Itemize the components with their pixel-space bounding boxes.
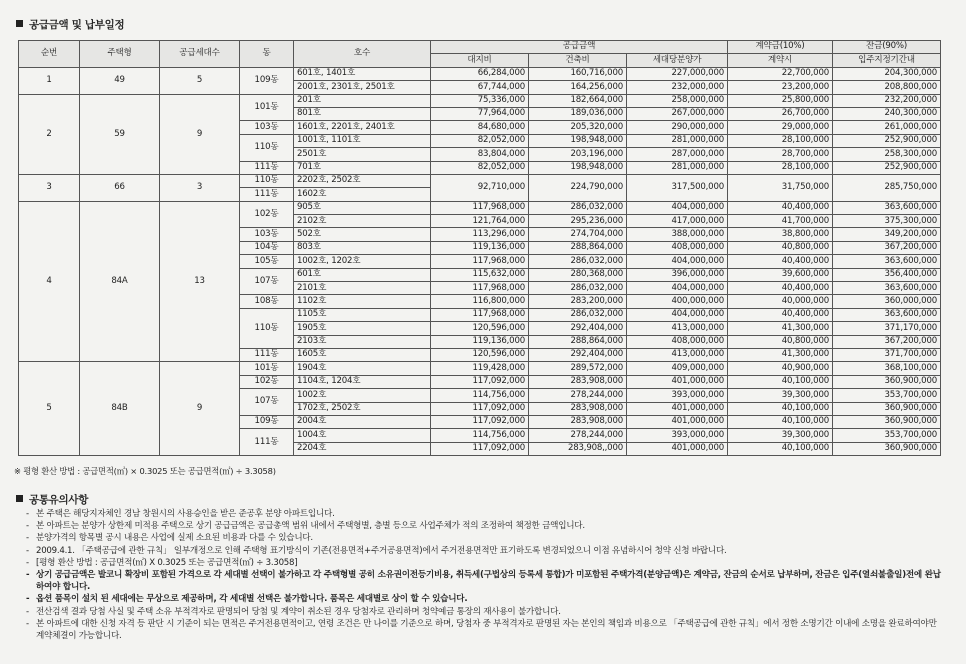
note-item: - 상기 공급금액은 발코니 확장비 포함된 가격으로 각 세대별 선택이 불가하고 각 주택형별 공히 소유권이전등기비용, 취득세(구법상의 등록세 통합)가 미포함된 주택가격(분양금액)은 계약금, 잔금의 순서로 납부하며, 잔금은 입주(열쇠불출일)전에 완납하여야 합니다. xyxy=(26,569,946,593)
cell-total: 404,000,000 xyxy=(627,308,728,321)
cell-total: 396,000,000 xyxy=(627,268,728,281)
cell-ho: 601호, 1401호 xyxy=(294,67,431,80)
cell-contract: 39,300,000 xyxy=(728,429,833,442)
cell-land: 113,296,000 xyxy=(431,228,529,241)
cell-building: 286,032,000 xyxy=(529,255,627,268)
cell-building: 280,368,000 xyxy=(529,268,627,281)
cell-land: 119,136,000 xyxy=(431,335,529,348)
cell-building: 189,036,000 xyxy=(529,107,627,120)
cell-ho: 1601호, 2201호, 2401호 xyxy=(294,121,431,134)
cell-balance: 360,900,000 xyxy=(833,415,941,428)
cell-land: 84,680,000 xyxy=(431,121,529,134)
cell-dong: 101동 xyxy=(240,362,294,375)
cell-total: 401,000,000 xyxy=(627,402,728,415)
cell-land: 115,632,000 xyxy=(431,268,529,281)
table-row xyxy=(19,67,941,80)
cell-contract: 41,700,000 xyxy=(728,215,833,228)
cell-dong: 102동 xyxy=(240,375,294,388)
cell-balance: 240,300,000 xyxy=(833,107,941,120)
cell-total: 393,000,000 xyxy=(627,429,728,442)
cell-balance: 360,900,000 xyxy=(833,375,941,388)
section-title-text: 공급금액 및 납부일정 xyxy=(29,19,125,31)
cell-type: 59 xyxy=(80,94,160,174)
section-title-text: 공통유의사항 xyxy=(29,494,89,506)
note-item: - 2009.4.1. 「주택공급에 관한 규칙」 일부개정으로 인해 주택형 표기방식이 기존(전용면적+주거공용면적)에서 주거전용면적만 표기하도록 변경되었으니 이점 유념하시어 청약 신청 바랍니다. xyxy=(26,545,946,557)
cell-balance: 360,900,000 xyxy=(833,402,941,415)
cell-land: 120,596,000 xyxy=(431,322,529,335)
cell-dong: 103동 xyxy=(240,228,294,241)
cell-ho: 502호 xyxy=(294,228,431,241)
cell-building: 203,196,000 xyxy=(529,148,627,161)
cell-dong: 109동 xyxy=(240,67,294,94)
cell-type: 66 xyxy=(80,174,160,201)
cell-balance: 363,600,000 xyxy=(833,255,941,268)
cell-no: 3 xyxy=(19,174,80,201)
cell-land: 66,284,000 xyxy=(431,67,529,80)
cell-building: 288,864,000 xyxy=(529,241,627,254)
supply-price-table xyxy=(18,40,941,456)
cell-building: 295,236,000 xyxy=(529,215,627,228)
cell-building: 286,032,000 xyxy=(529,308,627,321)
cell-ho: 1105호 xyxy=(294,308,431,321)
cell-balance: 375,300,000 xyxy=(833,215,941,228)
cell-ho: 801호 xyxy=(294,107,431,120)
cell-contract: 40,400,000 xyxy=(728,282,833,295)
cell-land: 117,092,000 xyxy=(431,442,529,455)
cell-balance: 252,900,000 xyxy=(833,161,941,174)
cell-balance: 363,600,000 xyxy=(833,282,941,295)
cell-balance: 368,100,000 xyxy=(833,362,941,375)
cell-building: 288,864,000 xyxy=(529,335,627,348)
cell-count: 5 xyxy=(160,67,240,94)
cell-total: 388,000,000 xyxy=(627,228,728,241)
cell-ho: 1002호 xyxy=(294,389,431,402)
cell-total: 409,000,000 xyxy=(627,362,728,375)
cell-building: 205,320,000 xyxy=(529,121,627,134)
cell-contract: 40,800,000 xyxy=(728,241,833,254)
cell-ho: 1905호 xyxy=(294,322,431,335)
cell-balance: 367,200,000 xyxy=(833,241,941,254)
cell-total: 408,000,000 xyxy=(627,241,728,254)
square-bullet-icon xyxy=(16,20,23,27)
note-item: - [평형 환산 방법 : 공급면적(㎡) X 0.3025 또는 공급면적(㎡) ÷ 3.3058] xyxy=(26,557,946,569)
cell-balance: 349,200,000 xyxy=(833,228,941,241)
cell-land: 116,800,000 xyxy=(431,295,529,308)
cell-balance: 353,700,000 xyxy=(833,389,941,402)
cell-building: 182,664,000 xyxy=(529,94,627,107)
cell-contract: 40,100,000 xyxy=(728,402,833,415)
cell-ho: 2501호 xyxy=(294,148,431,161)
cell-contract: 38,800,000 xyxy=(728,228,833,241)
cell-total: 227,000,000 xyxy=(627,67,728,80)
cell-balance: 363,600,000 xyxy=(833,201,941,214)
header-dong: 동 xyxy=(240,41,294,68)
cell-land: 77,964,000 xyxy=(431,107,529,120)
cell-balance: 208,800,000 xyxy=(833,81,941,94)
cell-land: 119,428,000 xyxy=(431,362,529,375)
cell-type: 84B xyxy=(80,362,160,456)
cell-building: 286,032,000 xyxy=(529,201,627,214)
cell-ho: 1904호 xyxy=(294,362,431,375)
cell-total: 401,000,000 xyxy=(627,375,728,388)
table-row xyxy=(19,362,941,375)
cell-total: 413,000,000 xyxy=(627,348,728,361)
cell-building: 198,948,000 xyxy=(529,134,627,147)
cell-dong: 110동 xyxy=(240,174,294,187)
table-header xyxy=(19,41,941,68)
cell-total: 417,000,000 xyxy=(627,215,728,228)
cell-ho: 201호 xyxy=(294,94,431,107)
note-item: - 본 아파트는 분양가 상한제 미적용 주택으로 상기 공급금액은 공급총액 범위 내에서 주택형별, 층별 등으로 사업주체가 적의 조정하여 책정한 금액입니다. xyxy=(26,520,946,532)
cell-ho: 905호 xyxy=(294,201,431,214)
cell-contract: 40,400,000 xyxy=(728,308,833,321)
area-conversion-footnote: ※ 평형 환산 방법 : 공급면적(㎡) × 0.3025 또는 공급면적(㎡) ÷ 3.3058) xyxy=(14,466,276,476)
cell-contract: 39,300,000 xyxy=(728,389,833,402)
cell-total: 404,000,000 xyxy=(627,255,728,268)
cell-ho: 1602호 xyxy=(294,188,431,201)
cell-building: 274,704,000 xyxy=(529,228,627,241)
cell-land: 67,744,000 xyxy=(431,81,529,94)
cell-contract: 40,100,000 xyxy=(728,375,833,388)
cell-ho: 2101호 xyxy=(294,282,431,295)
cell-total: 258,000,000 xyxy=(627,94,728,107)
cell-ho: 2004호 xyxy=(294,415,431,428)
cell-contract: 22,700,000 xyxy=(728,67,833,80)
cell-land: 119,136,000 xyxy=(431,241,529,254)
cell-contract: 40,400,000 xyxy=(728,255,833,268)
cell-building: 283,908,000 xyxy=(529,402,627,415)
cell-contract: 28,700,000 xyxy=(728,148,833,161)
cell-land: 75,336,000 xyxy=(431,94,529,107)
table-body xyxy=(19,67,941,455)
cell-contract: 25,800,000 xyxy=(728,94,833,107)
cell-no: 2 xyxy=(19,94,80,174)
cell-building: 164,256,000 xyxy=(529,81,627,94)
table-row xyxy=(19,201,941,214)
cell-balance: 353,700,000 xyxy=(833,429,941,442)
cell-dong: 107동 xyxy=(240,268,294,295)
cell-dong: 111동 xyxy=(240,161,294,174)
cell-land: 117,968,000 xyxy=(431,255,529,268)
cell-ho: 1001호, 1101호 xyxy=(294,134,431,147)
cell-no: 4 xyxy=(19,201,80,362)
cell-contract: 23,200,000 xyxy=(728,81,833,94)
cell-land: 117,092,000 xyxy=(431,415,529,428)
cell-dong: 105동 xyxy=(240,255,294,268)
note-item: - 전산검색 결과 당첨 사실 및 주택 소유 부적격자로 판명되어 당첨 및 계약이 취소된 경우 당첨자로 관리하며 청약예금 통장의 재사용이 불가합니다. xyxy=(26,606,946,618)
cell-land: 82,052,000 xyxy=(431,134,529,147)
cell-ho: 1002호, 1202호 xyxy=(294,255,431,268)
cell-total: 287,000,000 xyxy=(627,148,728,161)
cell-dong: 102동 xyxy=(240,201,294,228)
cell-no: 1 xyxy=(19,67,80,94)
cell-ho: 1702호, 2502호 xyxy=(294,402,431,415)
header-ho: 호수 xyxy=(294,41,431,68)
cell-building: 198,948,000 xyxy=(529,161,627,174)
cell-building: 283,908,000 xyxy=(529,415,627,428)
cell-total: 413,000,000 xyxy=(627,322,728,335)
header-balance-sub: 입주지정기간내 xyxy=(833,54,941,67)
cell-ho: 1102호 xyxy=(294,295,431,308)
cell-building: 292,404,000 xyxy=(529,348,627,361)
cell-balance: 232,200,000 xyxy=(833,94,941,107)
cell-total: 401,000,000 xyxy=(627,415,728,428)
header-balance: 잔금(90%) xyxy=(833,41,941,54)
cell-total: 400,000,000 xyxy=(627,295,728,308)
cell-land: 92,710,000 xyxy=(431,174,529,201)
cell-ho: 1605호 xyxy=(294,348,431,361)
cell-building: 289,572,000 xyxy=(529,362,627,375)
cell-land: 82,052,000 xyxy=(431,161,529,174)
cell-total: 401,000,000 xyxy=(627,442,728,455)
cell-dong: 104동 xyxy=(240,241,294,254)
cell-total: 281,000,000 xyxy=(627,134,728,147)
cell-balance: 360,000,000 xyxy=(833,295,941,308)
square-bullet-icon xyxy=(16,495,23,502)
cell-ho: 2204호 xyxy=(294,442,431,455)
cell-count: 3 xyxy=(160,174,240,201)
cell-contract: 40,000,000 xyxy=(728,295,833,308)
header-total: 세대당분양가 xyxy=(627,54,728,67)
cell-ho: 2001호, 2301호, 2501호 xyxy=(294,81,431,94)
section-title-notes xyxy=(16,492,88,507)
cell-land: 120,596,000 xyxy=(431,348,529,361)
cell-building: 283,908,000 xyxy=(529,375,627,388)
cell-ho: 2103호 xyxy=(294,335,431,348)
cell-total: 404,000,000 xyxy=(627,201,728,214)
cell-contract: 39,600,000 xyxy=(728,268,833,281)
cell-count: 13 xyxy=(160,201,240,362)
cell-type: 49 xyxy=(80,67,160,94)
cell-balance: 252,900,000 xyxy=(833,134,941,147)
cell-ho: 1004호 xyxy=(294,429,431,442)
cell-building: 283,200,000 xyxy=(529,295,627,308)
cell-building: 286,032,000 xyxy=(529,282,627,295)
header-contract: 계약금(10%) xyxy=(728,41,833,54)
cell-balance: 261,000,000 xyxy=(833,121,941,134)
header-no: 순번 xyxy=(19,41,80,68)
cell-type: 84A xyxy=(80,201,160,362)
header-supply: 공급금액 xyxy=(431,41,728,54)
cell-building: 278,244,000 xyxy=(529,429,627,442)
cell-contract: 28,100,000 xyxy=(728,134,833,147)
header-type: 주택형 xyxy=(80,41,160,68)
cell-ho: 1104호, 1204호 xyxy=(294,375,431,388)
cell-balance: 285,750,000 xyxy=(833,174,941,201)
cell-ho: 701호 xyxy=(294,161,431,174)
cell-contract: 29,000,000 xyxy=(728,121,833,134)
cell-dong: 109동 xyxy=(240,415,294,428)
notes-list xyxy=(26,508,946,642)
cell-ho: 2202호, 2502호 xyxy=(294,174,431,187)
cell-building: 160,716,000 xyxy=(529,67,627,80)
cell-total: 393,000,000 xyxy=(627,389,728,402)
cell-ho: 601호 xyxy=(294,268,431,281)
cell-land: 117,092,000 xyxy=(431,402,529,415)
cell-count: 9 xyxy=(160,94,240,174)
cell-ho: 2102호 xyxy=(294,215,431,228)
cell-land: 114,756,000 xyxy=(431,429,529,442)
header-contract-sub: 계약시 xyxy=(728,54,833,67)
cell-dong: 110동 xyxy=(240,308,294,348)
cell-land: 121,764,000 xyxy=(431,215,529,228)
cell-land: 114,756,000 xyxy=(431,389,529,402)
cell-balance: 363,600,000 xyxy=(833,308,941,321)
cell-balance: 204,300,000 xyxy=(833,67,941,80)
cell-land: 83,804,000 xyxy=(431,148,529,161)
cell-land: 117,968,000 xyxy=(431,201,529,214)
cell-contract: 41,300,000 xyxy=(728,348,833,361)
cell-balance: 258,300,000 xyxy=(833,148,941,161)
cell-balance: 371,700,000 xyxy=(833,348,941,361)
cell-contract: 28,100,000 xyxy=(728,161,833,174)
header-count: 공급세대수 xyxy=(160,41,240,68)
note-item: - 옵션 품목이 설치 된 세대에는 무상으로 제공하며, 각 세대별 선택은 불가합니다. 품목은 세대별로 상이 할 수 있습니다. xyxy=(26,593,946,605)
cell-dong: 101동 xyxy=(240,94,294,121)
cell-total: 404,000,000 xyxy=(627,282,728,295)
cell-building: 292,404,000 xyxy=(529,322,627,335)
cell-contract: 40,800,000 xyxy=(728,335,833,348)
header-building: 건축비 xyxy=(529,54,627,67)
cell-land: 117,968,000 xyxy=(431,282,529,295)
cell-total: 281,000,000 xyxy=(627,161,728,174)
cell-total: 232,000,000 xyxy=(627,81,728,94)
cell-dong: 108동 xyxy=(240,295,294,308)
table-row xyxy=(19,94,941,107)
cell-contract: 41,300,000 xyxy=(728,322,833,335)
cell-no: 5 xyxy=(19,362,80,456)
cell-dong: 111동 xyxy=(240,348,294,361)
cell-building: 224,790,000 xyxy=(529,174,627,201)
table-row xyxy=(19,174,941,187)
cell-contract: 31,750,000 xyxy=(728,174,833,201)
cell-building: 278,244,000 xyxy=(529,389,627,402)
cell-balance: 356,400,000 xyxy=(833,268,941,281)
cell-dong: 110동 xyxy=(240,134,294,161)
cell-dong: 107동 xyxy=(240,389,294,416)
cell-balance: 367,200,000 xyxy=(833,335,941,348)
note-item: - 분양가격의 항목별 공시 내용은 사업에 실제 소요된 비용과 다를 수 있습니다. xyxy=(26,532,946,544)
note-item: - 본 아파트에 대한 신청 자격 등 판단 시 기준이 되는 면적은 주거전용면적이고, 연령 조건은 만 나이를 기준으로 하며, 당첨자 중 부적격자로 판명된 자는 본인의 책임과 비용으로 「주택공급에 관한 규칙」에서 정한 소명기간 이내에 소명을 완료하여야만 계약체결이 가능합니다. xyxy=(26,618,946,642)
note-item: - 본 주택은 해당지자체인 경남 창원시의 사용승인을 받은 준공후 분양 아파트입니다. xyxy=(26,508,946,520)
cell-total: 408,000,000 xyxy=(627,335,728,348)
cell-balance: 360,900,000 xyxy=(833,442,941,455)
cell-dong: 103동 xyxy=(240,121,294,134)
cell-contract: 40,900,000 xyxy=(728,362,833,375)
cell-balance: 371,170,000 xyxy=(833,322,941,335)
cell-dong: 111동 xyxy=(240,188,294,201)
cell-ho: 803호 xyxy=(294,241,431,254)
cell-total: 290,000,000 xyxy=(627,121,728,134)
header-land: 대지비 xyxy=(431,54,529,67)
cell-count: 9 xyxy=(160,362,240,456)
section-title-supply xyxy=(16,17,124,32)
cell-dong: 111동 xyxy=(240,429,294,456)
cell-total: 267,000,000 xyxy=(627,107,728,120)
cell-building: 283,908,,000 xyxy=(529,442,627,455)
cell-total: 317,500,000 xyxy=(627,174,728,201)
cell-contract: 40,100,000 xyxy=(728,415,833,428)
cell-land: 117,092,000 xyxy=(431,375,529,388)
cell-land: 117,968,000 xyxy=(431,308,529,321)
cell-contract: 26,700,000 xyxy=(728,107,833,120)
cell-contract: 40,400,000 xyxy=(728,201,833,214)
cell-contract: 40,100,000 xyxy=(728,442,833,455)
